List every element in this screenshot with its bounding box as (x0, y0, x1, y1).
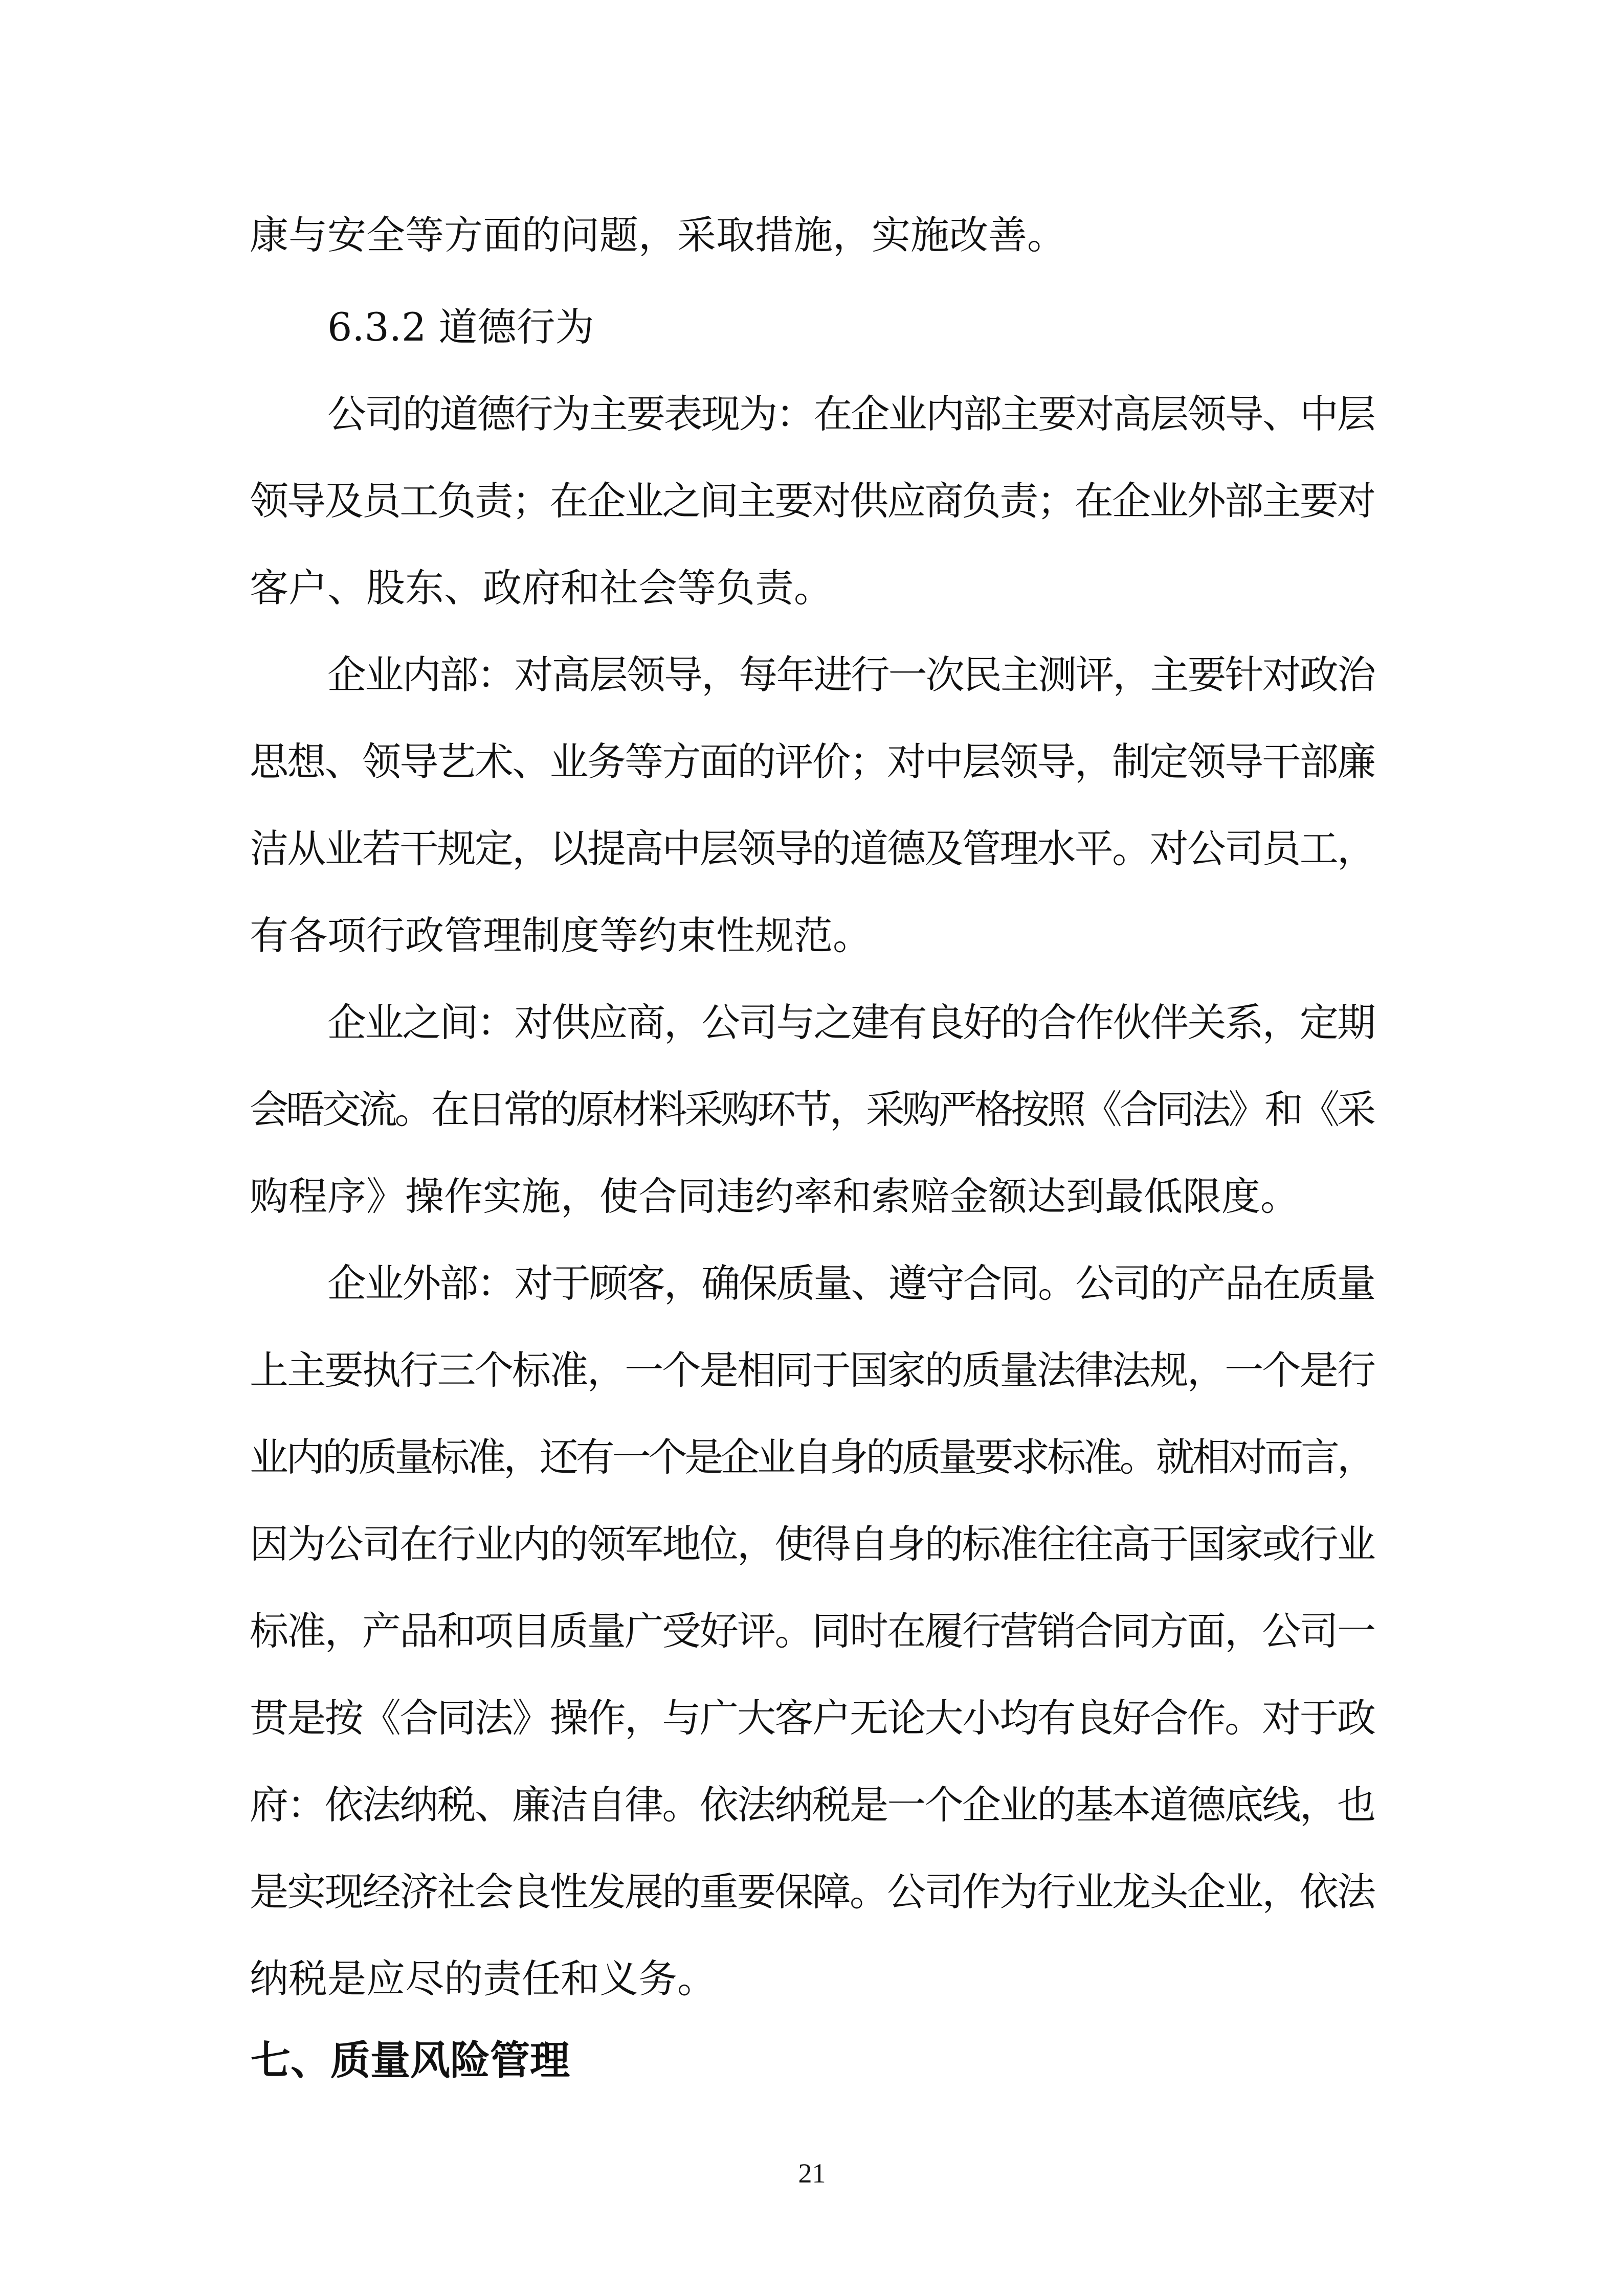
text-line (0, 1603, 1624, 1659)
text-line-content: 贯是按《合同法》操作，与广大客户无论大小均有良好合作。对于政 (250, 1695, 1375, 1741)
text-line (0, 1777, 1624, 1833)
text-line (0, 1864, 1624, 1920)
text-line-content: 有各项行政管理制度等约束性规范。 (250, 913, 872, 958)
text-line-content: 标准，产品和项目质量广受好评。同时在履行营销合同方面，公司一 (250, 1608, 1375, 1654)
subsection-title-text: 6.3.2 道德行为 (327, 304, 594, 350)
text-line (0, 1255, 1624, 1312)
text-line (0, 473, 1624, 529)
text-line-content: 因为公司在行业内的领军地位，使得自身的标准往往高于国家或行业 (250, 1521, 1375, 1567)
text-line-content: 企业之间：对供应商，公司与之建有良好的合作伙伴关系，定期 (327, 1000, 1375, 1045)
text-line (0, 1082, 1624, 1138)
text-line (0, 1951, 1624, 2007)
text-line-content: 纳税是应尽的责任和义务。 (250, 1956, 716, 2001)
text-line (0, 1429, 1624, 1485)
text-line-content: 公司的道德行为主要表现为：在企业内部主要对高层领导、中层 (327, 391, 1375, 437)
page-number: 21 (798, 2158, 826, 2189)
text-line (0, 386, 1624, 442)
text-line-content: 领导及员工负责；在企业之间主要对供应商负责；在企业外部主要对 (250, 478, 1375, 524)
section-heading: 七、质量风险管理 (251, 2038, 570, 2084)
text-line (0, 908, 1624, 964)
text-line-content: 上主要执行三个标准，一个是相同于国家的质量法律法规，一个是行 (250, 1347, 1375, 1393)
text-line-content: 是实现经济社会良性发展的重要保障。公司作为行业龙头企业，依法 (250, 1869, 1375, 1915)
text-line (0, 207, 1624, 263)
text-line (0, 647, 1624, 703)
text-line-content: 业内的质量标准，还有一个是企业自身的质量要求标准。就相对而言， (250, 1434, 1373, 1480)
text-line-content: 思想、领导艺术、业务等方面的评价；对中层领导，制定领导干部廉 (250, 739, 1375, 784)
text-line (0, 560, 1624, 616)
text-line (0, 1342, 1624, 1399)
text-line-content: 客户、股东、政府和社会等负责。 (250, 565, 833, 611)
text-line (0, 995, 1624, 1051)
subsection-title (0, 299, 1624, 355)
text-line (0, 1516, 1624, 1572)
text-line-content: 洁从业若干规定，以提高中层领导的道德及管理水平。对公司员工， (250, 826, 1375, 871)
text-line (0, 1168, 1624, 1225)
text-line-content: 康与安全等方面的问题，采取措施，实施改善。 (250, 212, 1066, 258)
text-line-content: 企业外部：对于顾客，确保质量、遵守合同。公司的产品在质量 (327, 1260, 1375, 1306)
text-line-content: 购程序》操作实施，使合同违约率和索赔金额达到最低限度。 (250, 1174, 1299, 1219)
text-line (0, 821, 1624, 877)
text-line-content: 府：依法纳税、廉洁自律。依法纳税是一个企业的基本道德底线，也 (250, 1782, 1375, 1828)
text-line-content: 会晤交流。在日常的原材料采购环节，采购严格按照《合同法》和《采 (250, 1087, 1373, 1132)
text-line-content: 企业内部：对高层领导，每年进行一次民主测评，主要针对政治 (327, 652, 1375, 697)
text-line (0, 734, 1624, 790)
text-line (0, 1690, 1624, 1746)
